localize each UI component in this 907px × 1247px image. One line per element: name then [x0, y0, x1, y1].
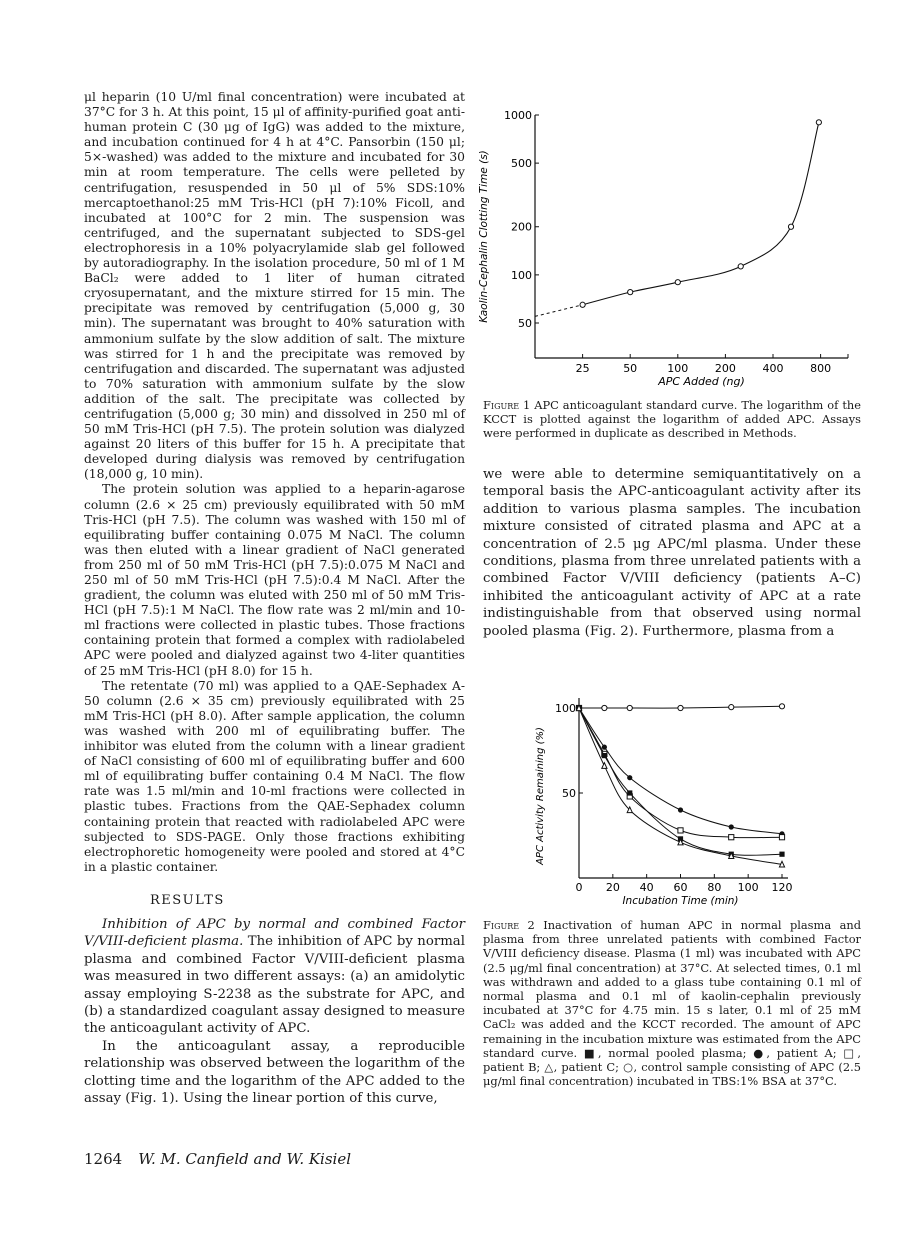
- data-point: [602, 753, 607, 758]
- x-axis-label: APC Added (ng): [658, 375, 745, 388]
- y-tick-label: 100: [555, 702, 576, 715]
- x-tick-label: 200: [714, 362, 736, 375]
- results-runin-heading: Inhibition of APC by normal and combined Factor V/VIII-deficient plasma.: [84, 916, 465, 950]
- data-point: [779, 835, 784, 840]
- x-tick-label: 120: [771, 881, 793, 894]
- results-paragraph-1: [84, 916, 465, 1038]
- x-tick-label: 100: [737, 881, 759, 894]
- methods-paragraph-2: The protein solution was applied to a heparin-agarose column (2.6 × 25 cm) previously equilibrated with 50 mM Tris-HCl (pH 7.5). The column was washed with 150 ml of equilibrating buffer containing 0.075 M NaCl. The column was then eluted with a linear gradient of NaCl generated from 250 ml of 50 mM Tris-HCl (pH 7.5):0.075 M NaCl and 250 ml of 50 mM Tris-HCl (pH 7.5):0.4 M NaCl. After the gradient, the column was eluted with 250 ml of 50 mM Tris-HCl (pH 7.5):1 M NaCl. The flow rate was 2 ml/min and 10-ml fractions were collected in plastic tubes. Those fractions containing protein that formed a complex with radiolabeled APC were pooled and dialyzed against two 4-liter quantities of 25 mM Tris-HCl (pH 8.0) for 15 h.: [84, 482, 465, 678]
- x-tick-label: 60: [673, 881, 688, 894]
- x-tick-label: 20: [605, 881, 620, 894]
- y-tick-label: 500: [511, 157, 532, 171]
- running-authors: W. M. Canfield and W. Kisiel: [138, 1150, 352, 1168]
- data-point: [627, 775, 632, 780]
- methods-paragraph-1: μl heparin (10 U/ml final concentration) were incubated at 37°C for 3 h. At this point, 15 μl of affinity-purified goat anti-human protein C (30 μg of IgG) was added to the mixture, and incubation continued for 4 h at 4°C. Pansorbin (150 μl; 5×-washed) was added to the mixture and incubated for 30 min at room temperature. The cells were pelleted by centrifugation, resuspended in 50 μl of 5% SDS:10% mercaptoethanol:25 mM Tris-HCl (pH 7):10% Ficoll, and incubated at 100°C for 2 min. The suspension was centrifuged, and the supernatant subjected to SDS-gel electrophoresis in a 10% polyacrylamide slab gel followed by autoradiography. In the isolation procedure, 50 ml of 1 M BaCl₂ were added to 1 liter of human citrated cryosupernatant, and the mixture stirred for 15 min. The precipitate was removed by centrifugation (5,000 g, 30 min). The supernatant was brought to 40% saturation with ammonium sulfate by the slow addition of salt. The mixture was stirred for 1 h and the precipitate was removed by centrifugation and discarded. The supernatant was adjusted to 70% saturation with ammonium sulfate by the slow addition of the salt. The precipitate was collected by centrifugation (5,000 g; 30 min) and dissolved in 250 ml of 50 mM Tris-HCl (pH 7.5). The protein solution was dialyzed against 20 liters of this buffer for 15 h. A precipitate that developed during dialysis was removed by centrifugation (18,000 g, 10 min).: [84, 90, 465, 482]
- right-body-text: we were able to determine semiquantitatively on a temporal basis the APC-anticoagulant activity after its addition to various plasma samples. The incubation mixture consisted of citrated plasma and APC at a concentration of 2.5 μg APC/ml plasma. Under these conditions, plasma from three unrelated patients with a combined Factor V/VIII deficiency (patients A–C) inhibited the anticoagulant activity of APC at a rate indistinguishable from that observed using normal pooled plasma (Fig. 2). Furthermore, plasma from a: [483, 467, 861, 639]
- x-tick-label: 800: [810, 362, 832, 375]
- data-point: [729, 835, 734, 840]
- data-point: [729, 824, 734, 829]
- data-point: [779, 852, 784, 857]
- data-point: [675, 280, 680, 285]
- data-point: [816, 120, 821, 125]
- y-tick-label: 100: [511, 268, 532, 282]
- data-point: [602, 763, 607, 769]
- data-point: [779, 861, 784, 867]
- results-paragraph-2: In the anticoagulant assay, a reproducible relationship was observed between the logarithm of the clotting time and the logarithm of the APC added to the assay (Fig. 1). Using the linear portion of this curve,: [84, 1038, 465, 1107]
- x-tick-label: 100: [667, 362, 689, 375]
- data-point: [788, 224, 793, 229]
- data-point: [580, 302, 585, 307]
- figure-1-caption: [483, 398, 861, 441]
- page-footer: [84, 1150, 351, 1168]
- y-axis-label: APC Activity Remaining (%): [535, 727, 546, 865]
- figure-2-label: Figure 2: [483, 918, 535, 932]
- figure-2-caption: [483, 918, 861, 1088]
- y-tick-label: 1000: [504, 109, 532, 122]
- figure-2-caption-text: Inactivation of human APC in normal plasma and plasma from three unrelated patients with combined Factor V/VIII deficiency disease. Plasma (1 ml) was incubated with APC (2.5 μg/ml final concentration) at 37°C. At selected times, 0.1 ml was withdrawn and added to a glass tube containing 0.1 ml of normal plasma and 0.1 ml of kaolin-cephalin previously incubated at 37°C for 4.75 min. 15 s later, 0.1 ml of 25 mM CaCl₂ was added and the KCCT recorded. The amount of APC remaining in the incubation mixture was estimated from the APC standard curve. ■, normal pooled plasma; ●, patient A; □, patient B; △, patient C; ○, control sample consisting of APC (2.5 μg/ml final concentration) incubated in TBS:1% BSA at 37°C.: [483, 918, 861, 1089]
- methods-paragraph-3: The retentate (70 ml) was applied to a QAE-Sephadex A-50 column (2.6 × 35 cm) previously equilibrated with 25 mM Tris-HCl (pH 8.0). After sample application, the column was washed with 200 ml of equilibrating buffer. The inhibitor was eluted from the column with a linear gradient of NaCl consisting of 600 ml of equilibrating buffer and 600 ml of equilibrating buffer containing 0.4 M NaCl. The flow rate was 1.5 ml/min and 10-ml fractions were collected in plastic tubes. Fractions from the QAE-Sephadex column containing protein that reacted with radiolabeled APC were subjected to SDS-PAGE. Only those fractions exhibiting electrophoretic homogeneity were pooled and stored at 4°C in a plastic container.: [84, 678, 465, 874]
- data-point: [678, 828, 683, 833]
- left-column: [84, 90, 465, 1107]
- figure-2-chart: [520, 690, 840, 910]
- figure-1-caption-text: APC anticoagulant standard curve. The logarithm of the KCCT is plotted against the logarithm of added APC. Assays were performed in duplicate as described in Methods.: [483, 398, 861, 441]
- series-line-patient: [579, 708, 782, 838]
- data-point: [779, 704, 784, 709]
- standard-curve-line: [583, 122, 819, 304]
- data-point: [678, 705, 683, 710]
- x-tick-label: 40: [639, 881, 654, 894]
- data-point: [602, 745, 607, 750]
- x-tick-label: 0: [575, 881, 583, 894]
- figure-1-chart: [470, 90, 870, 390]
- figure-1-label: Figure 1: [483, 398, 531, 412]
- results-paragraph-1-text: The inhibition of APC by normal plasma and combined Factor V/VIII-deficient plasma was measured in two different assays: (a) an amidolytic assay employing S-2238 as the substrate for APC, and (b) a standardized coagulant assay designed to measure the anticoagulant activity of APC.: [84, 934, 465, 1037]
- x-tick-label: 25: [575, 362, 590, 375]
- x-tick-label: 80: [707, 881, 722, 894]
- data-point: [627, 790, 632, 795]
- x-tick-label: 400: [762, 362, 784, 375]
- x-tick-label: 50: [623, 362, 638, 375]
- data-point: [602, 705, 607, 710]
- y-tick-label: 50: [518, 317, 532, 330]
- series-line-patient: [579, 708, 782, 834]
- data-point: [627, 705, 632, 710]
- y-axis-label: Kaolin-Cephalin Clotting Time (s): [478, 150, 490, 323]
- section-heading-results: RESULTS: [150, 892, 225, 908]
- x-axis-label: Incubation Time (min): [622, 895, 739, 907]
- data-point: [729, 705, 734, 710]
- data-point: [628, 290, 633, 295]
- y-tick-label: 200: [511, 220, 532, 234]
- y-tick-label: 50: [562, 787, 576, 800]
- data-point: [678, 807, 683, 812]
- extrapolation-line: [535, 305, 583, 317]
- data-point: [738, 264, 743, 269]
- page-number: 1264: [84, 1150, 123, 1168]
